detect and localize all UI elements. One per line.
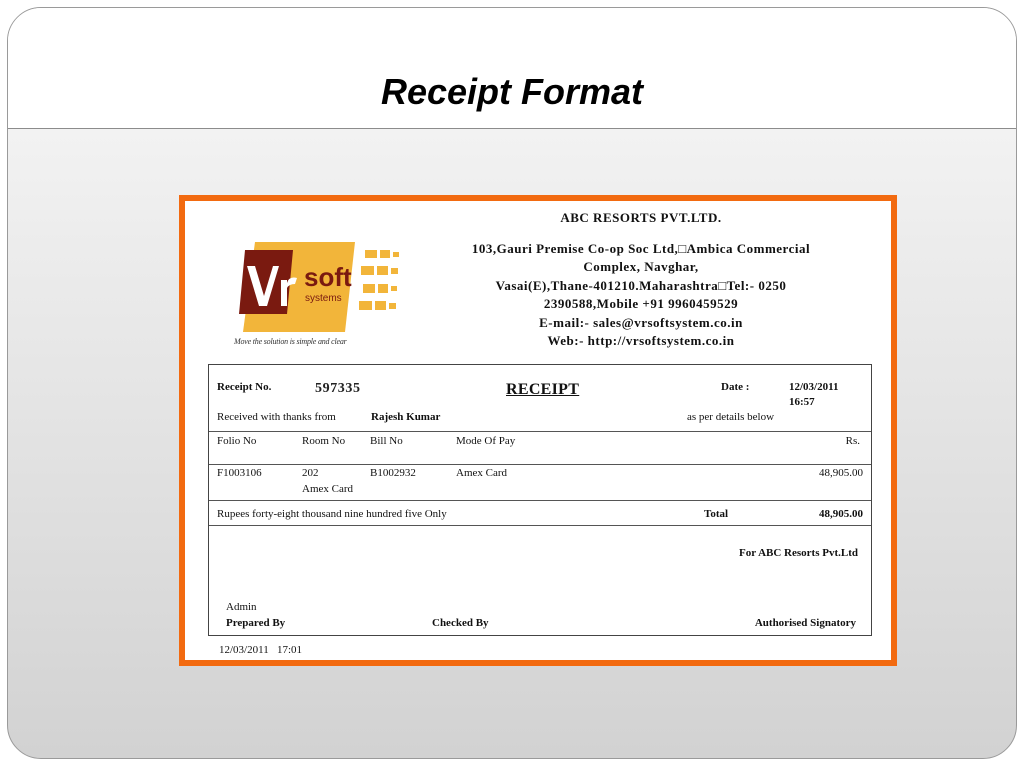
printed-time: 17:01	[276, 644, 303, 656]
printed-date: 12/03/2011	[219, 644, 269, 656]
svg-text:systems: systems	[305, 293, 342, 304]
company-email: E-mail:- sales@vrsoftsystem.co.in	[539, 315, 743, 330]
divider	[209, 464, 871, 465]
column-header-mode: Mode Of Pay	[456, 435, 516, 447]
details-note: as per details below	[687, 411, 775, 423]
column-header-amount: Rs.	[845, 435, 860, 447]
prepared-by-label: Prepared By	[226, 617, 286, 629]
company-web: Web:- http://vrsoftsystem.co.in	[547, 333, 735, 348]
divider	[209, 431, 871, 432]
row-room-mode: Amex Card	[302, 483, 354, 495]
receipt-table	[208, 364, 872, 636]
logo-tagline: Move the solution is simple and clear	[234, 337, 347, 346]
vr-soft-logo	[237, 228, 417, 342]
row-bill: B1002932	[370, 467, 416, 479]
receipt-no-label: Receipt No.	[217, 381, 272, 393]
printed-datetime	[219, 644, 302, 656]
receipt-heading: RECEIPT	[506, 381, 580, 398]
authorised-signatory-label: Authorised Signatory	[754, 617, 856, 629]
checked-by-label: Checked By	[432, 617, 489, 629]
row-room: 202	[302, 467, 319, 479]
receipt-time: 16:57	[789, 396, 815, 408]
svg-text:soft: soft	[304, 262, 352, 292]
preparer-name: Admin	[226, 601, 257, 613]
receipt-image-frame	[179, 195, 897, 666]
divider	[209, 500, 871, 501]
company-address-line: 103,Gauri Premise Co-op Soc Ltd,□Ambica Commercial	[471, 241, 811, 256]
row-mode: Amex Card	[456, 467, 508, 479]
total-label: Total	[704, 508, 729, 520]
column-header-folio: Folio No	[217, 435, 257, 447]
divider	[209, 525, 871, 526]
row-folio: F1003106	[217, 467, 262, 479]
company-phone: 2390588,Mobile +91 9960459529	[543, 296, 739, 311]
total-amount: 48,905.00	[819, 508, 863, 520]
receipt-date: 12/03/2011	[789, 381, 839, 393]
company-address-line: Complex, Navghar,	[583, 259, 699, 274]
row-amount: 48,905.00	[819, 467, 863, 479]
slide-title: Receipt Format	[380, 71, 644, 112]
received-label: Received with thanks from	[217, 411, 336, 423]
amount-in-words: Rupees forty-eight thousand nine hundred five Only	[217, 508, 447, 520]
column-header-room: Room No	[302, 435, 346, 447]
date-label: Date :	[721, 381, 750, 393]
receipt-number: 597335	[315, 381, 361, 396]
company-address-line: Vasai(E),Thane-401210.Maharashtra□Tel:- 0250	[495, 278, 787, 293]
for-company: For ABC Resorts Pvt.Ltd	[739, 547, 858, 559]
company-name: ABC RESORTS PVT.LTD.	[560, 210, 722, 225]
column-header-bill: Bill No	[370, 435, 403, 447]
received-from: Rajesh Kumar	[371, 411, 441, 423]
slide	[7, 7, 1017, 759]
